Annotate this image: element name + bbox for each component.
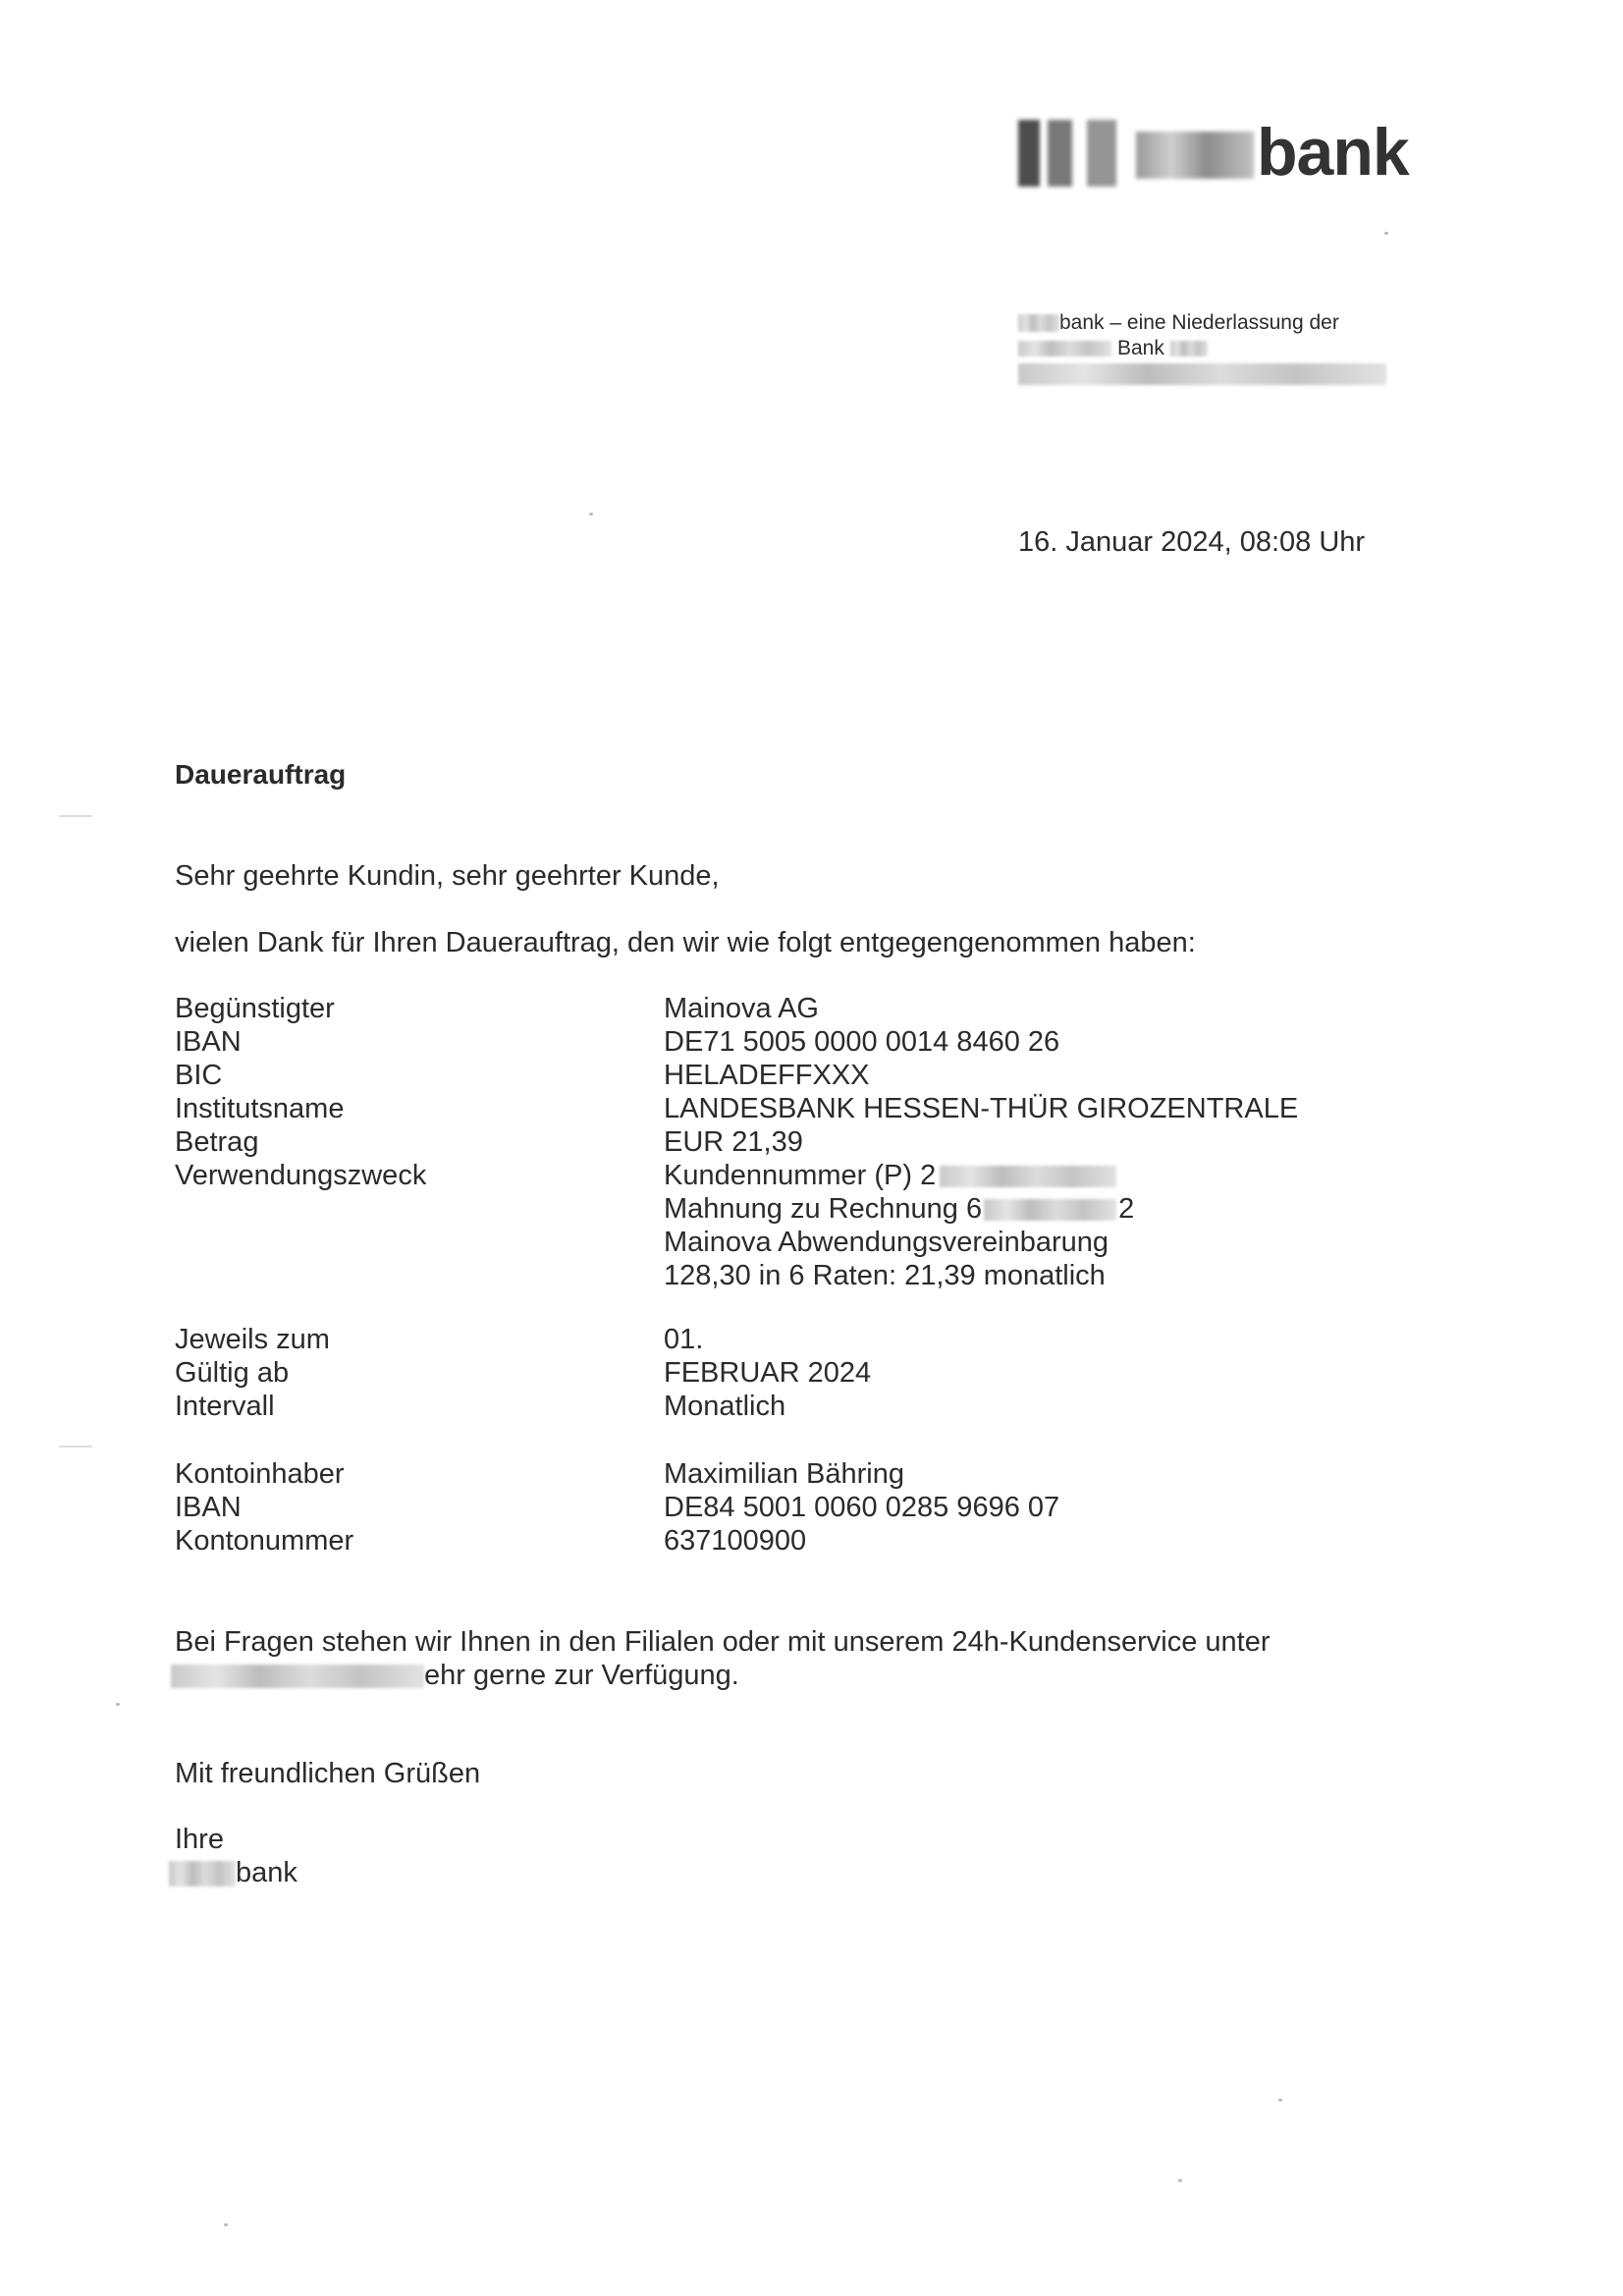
sender-address: [1018, 310, 1391, 387]
detail-value: 637100900: [664, 1525, 807, 1557]
detail-label: Institutsname: [175, 1093, 345, 1124]
schedule-details: [175, 1323, 871, 1423]
signature: [175, 1823, 298, 1889]
signature-line-2: bank: [236, 1857, 298, 1888]
detail-label: Jeweils zum: [175, 1324, 330, 1355]
redacted-text: [1018, 314, 1059, 332]
salutation: Sehr geehrte Kundin, sehr geehrter Kunde,: [175, 860, 720, 892]
detail-label: IBAN: [175, 1492, 242, 1523]
sender-line-2: Bank: [1117, 337, 1164, 359]
detail-label: Kontoinhaber: [175, 1458, 345, 1490]
detail-label: IBAN: [175, 1026, 242, 1058]
detail-row: [175, 1323, 871, 1356]
detail-label: Gültig ab: [175, 1357, 290, 1389]
detail-row: [175, 992, 1298, 1025]
service-line-2: ehr gerne zur Verfügung.: [424, 1660, 739, 1691]
bank-logo: [1018, 110, 1411, 189]
detail-row: [175, 1457, 1059, 1491]
order-details: [175, 992, 1298, 1292]
detail-value: DE71 5005 0000 0014 8460 26: [664, 1026, 1060, 1058]
detail-row: [175, 1356, 871, 1390]
detail-value: LANDESBANK HESSEN-THÜR GIROZENTRALE: [664, 1093, 1299, 1124]
purpose-line-2: Mahnung zu Rechnung 6: [664, 1193, 983, 1225]
redacted-text: [1018, 341, 1111, 356]
detail-row: [175, 1226, 1298, 1259]
purpose-line-4: 128,30 in 6 Raten: 21,39 monatlich: [664, 1260, 1106, 1291]
detail-row: [175, 1125, 1298, 1159]
detail-label: Betrag: [175, 1126, 259, 1158]
purpose-line-3: Mainova Abwendungsvereinbarung: [664, 1227, 1109, 1258]
detail-row: [175, 1524, 1059, 1558]
redacted-text: [1170, 341, 1208, 356]
redacted-logo-part: [1136, 132, 1254, 179]
detail-label: Verwendungszweck: [175, 1160, 427, 1191]
detail-value: FEBRUAR 2024: [664, 1357, 872, 1389]
redacted-text: [169, 1861, 236, 1886]
letter-subject: Dauerauftrag: [175, 759, 347, 790]
redacted-text: [984, 1199, 1116, 1221]
detail-value: EUR 21,39: [664, 1126, 803, 1158]
intro-text: vielen Dank für Ihren Dauerauftrag, den wir wie folgt entgegengenommen haben:: [175, 927, 1196, 958]
logo-text: bank: [1257, 115, 1409, 190]
detail-row: [175, 1390, 871, 1423]
greeting: Mit freundlichen Grüßen: [175, 1758, 481, 1789]
detail-row: [175, 1259, 1298, 1292]
detail-row: [175, 1025, 1298, 1059]
detail-value: [664, 1192, 1134, 1226]
purpose-line-2-suffix: 2: [1118, 1193, 1135, 1225]
sender-line-1: bank – eine Niederlassung der: [1059, 311, 1339, 334]
detail-label: Begünstigter: [175, 993, 335, 1024]
detail-value: Monatlich: [664, 1391, 786, 1422]
detail-label: BIC: [175, 1060, 223, 1091]
detail-value: Maximilian Bähring: [664, 1458, 904, 1490]
detail-row: [175, 1159, 1298, 1192]
detail-label: Intervall: [175, 1391, 275, 1422]
detail-row: [175, 1192, 1298, 1226]
redacted-address-line: [1018, 363, 1386, 385]
signature-line-1: Ihre: [175, 1824, 224, 1855]
detail-value: HELADEFFXXX: [664, 1060, 870, 1091]
detail-value: [664, 1159, 1116, 1192]
detail-value: Mainova AG: [664, 993, 819, 1024]
service-paragraph: [175, 1625, 1271, 1692]
detail-value: 01.: [664, 1324, 704, 1355]
redacted-text: [940, 1166, 1116, 1187]
detail-value: DE84 5001 0060 0285 9696 07: [664, 1492, 1060, 1523]
account-details: [175, 1457, 1059, 1558]
redacted-phone-number: [171, 1665, 424, 1688]
service-line-1: Bei Fragen stehen wir Ihnen in den Filialen oder mit unserem 24h-Kundenservice unter: [175, 1626, 1271, 1658]
letter-date: 16. Januar 2024, 08:08 Uhr: [1018, 526, 1366, 558]
detail-row: [175, 1092, 1298, 1125]
detail-row: [175, 1491, 1059, 1524]
logo-mark-icon: [1018, 120, 1116, 187]
detail-row: [175, 1059, 1298, 1092]
detail-label: Kontonummer: [175, 1525, 354, 1557]
purpose-line-1: Kundennummer (P) 2: [664, 1160, 937, 1191]
